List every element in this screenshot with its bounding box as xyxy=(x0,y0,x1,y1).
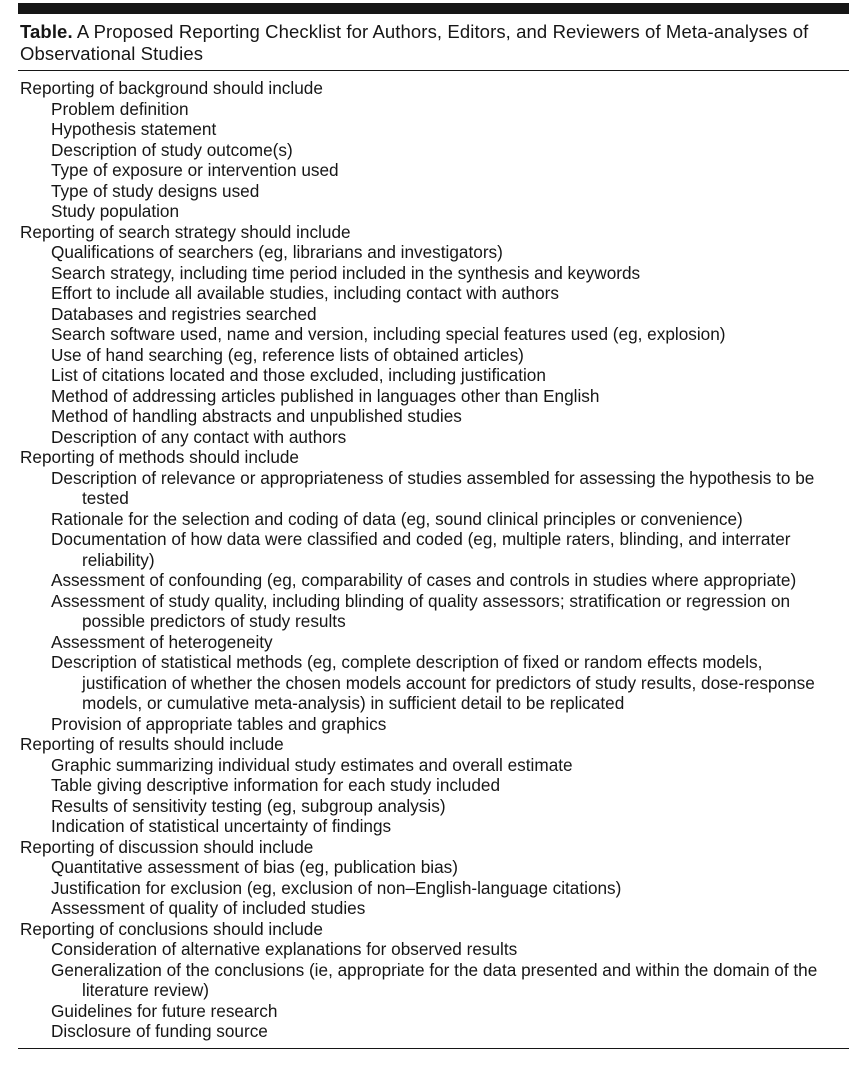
checklist-body xyxy=(18,78,849,1042)
checklist-item: Indication of statistical uncertainty of findings xyxy=(51,816,392,836)
checklist-item: Search software used, name and version, including special features used (eg, explosion) xyxy=(51,324,726,344)
section-heading: Reporting of background should include xyxy=(20,78,323,98)
checklist-table xyxy=(18,0,849,1049)
checklist-item: Justification for exclusion (eg, exclusion of non–English-language citations) xyxy=(51,877,622,898)
checklist-item: Guidelines for future research xyxy=(51,1000,278,1021)
checklist-item: Study population xyxy=(51,201,180,221)
checklist-item: Type of study designs used xyxy=(51,180,260,201)
section-heading: Reporting of conclusions should include xyxy=(20,918,323,939)
checklist-item: Databases and registries searched xyxy=(51,303,317,324)
checklist-item: Type of exposure or intervention used xyxy=(51,160,339,180)
checklist-item: Generalization of the conclusions (ie, appropriate for the data presented and within the domain of the literature review) xyxy=(51,959,818,1000)
checklist-item: Documentation of how data were classified and coded (eg, multiple raters, blinding, and interrater reliability) xyxy=(51,529,791,570)
checklist-item: Assessment of heterogeneity xyxy=(51,631,273,652)
table-label: Table. xyxy=(20,21,73,42)
checklist-item: Description of study outcome(s) xyxy=(51,139,293,160)
checklist-item: Results of sensitivity testing (eg, subgroup analysis) xyxy=(51,795,446,816)
checklist-item: Disclosure of funding source xyxy=(51,1021,268,1041)
table-caption xyxy=(18,21,849,65)
checklist-item: Qualifications of searchers (eg, librarians and investigators) xyxy=(51,242,503,262)
section-heading: Reporting of search strategy should include xyxy=(20,221,351,242)
table-title: A Proposed Reporting Checklist for Authors, Editors, and Reviewers of Meta-analyses of Observational Studies xyxy=(20,21,809,64)
section-heading: Reporting of discussion should include xyxy=(20,836,314,857)
checklist-item: Assessment of quality of included studies xyxy=(51,898,366,918)
checklist-item: Problem definition xyxy=(51,98,189,119)
checklist-item: Description of relevance or appropriateness of studies assembled for assessing the hypothesis to be tested xyxy=(51,467,815,508)
checklist-item: Use of hand searching (eg, reference lists of obtained articles) xyxy=(51,344,524,365)
checklist-item: Description of any contact with authors xyxy=(51,426,347,447)
top-rule xyxy=(18,3,849,14)
checklist-item: Consideration of alternative explanations for observed results xyxy=(51,939,518,959)
checklist-item: Provision of appropriate tables and graphics xyxy=(51,713,387,734)
checklist-item: Effort to include all available studies, including contact with authors xyxy=(51,283,559,303)
checklist-item: Quantitative assessment of bias (eg, publication bias) xyxy=(51,857,458,877)
checklist-item: Table giving descriptive information for each study included xyxy=(51,775,501,795)
checklist-item: Description of statistical methods (eg, complete description of fixed or random effects models, justification of whether the chosen models account for predictors of study results, dose-response models, or cumulative meta-analysis) in sufficient detail to be replicated xyxy=(51,652,815,713)
header-rule xyxy=(18,70,849,71)
section-heading: Reporting of results should include xyxy=(20,734,284,754)
checklist-item: Assessment of study quality, including blinding of quality assessors; stratification or regression on possible predictors of study results xyxy=(51,590,791,631)
checklist-item: Graphic summarizing individual study estimates and overall estimate xyxy=(51,754,573,775)
checklist-item: Search strategy, including time period included in the synthesis and keywords xyxy=(51,262,641,283)
checklist-item: Assessment of confounding (eg, comparability of cases and controls in studies where appropriate) xyxy=(51,570,797,590)
section-heading: Reporting of methods should include xyxy=(20,447,299,467)
checklist-item: Hypothesis statement xyxy=(51,119,217,139)
checklist-item: Rationale for the selection and coding of data (eg, sound clinical principles or convenience) xyxy=(51,508,743,529)
bottom-rule xyxy=(18,1048,849,1049)
checklist-item: Method of handling abstracts and unpublished studies xyxy=(51,406,462,426)
checklist-item: List of citations located and those excluded, including justification xyxy=(51,365,546,385)
checklist-item: Method of addressing articles published in languages other than English xyxy=(51,385,600,406)
